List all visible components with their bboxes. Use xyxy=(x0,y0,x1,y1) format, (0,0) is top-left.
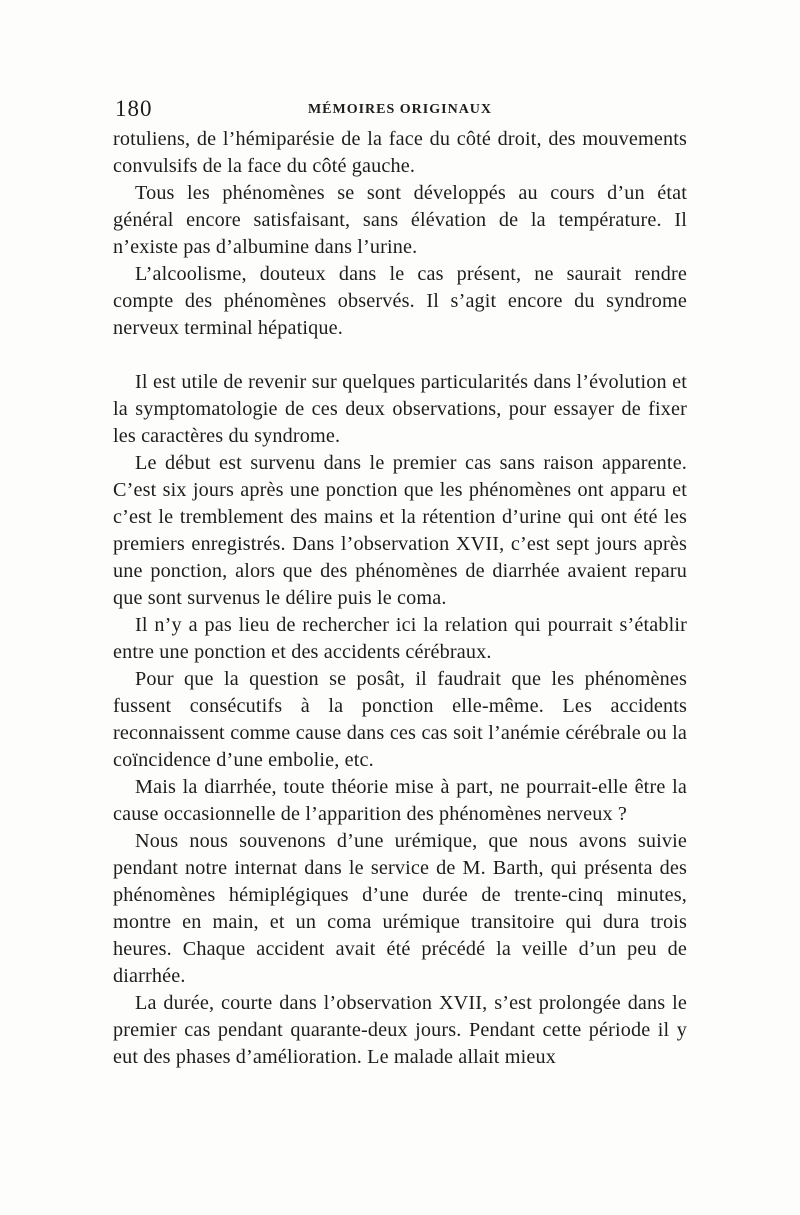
paragraph: Le début est survenu dans le premier cas sans raison apparente. C’est six jours après une ponction que les phénomènes ont apparu et c’est le tremblement des mains et la rétention d’urine qui ont été les premiers enregistrés. Dans l’observation XVII, c’est sept jours après une ponction, alors que des phénomènes de diarrhée avaient reparu que sont survenus le délire puis le coma. xyxy=(113,452,687,609)
paragraph: Il est utile de revenir sur quelques particularités dans l’évolution et la symptomatologie de ces deux observations, pour essayer de fixer les caractères du syndrome. xyxy=(113,371,687,447)
body-text xyxy=(113,126,687,1071)
paragraph: Il n’y a pas lieu de rechercher ici la relation qui pourrait s’établir entre une ponction et des accidents cérébraux. xyxy=(113,614,687,663)
paragraph: Nous nous souvenons d’une urémique, que nous avons suivie pendant notre internat dans le service de M. Barth, qui présenta des phénomènes hémiplégiques d’une durée de trente-cinq minutes, montre en main, et un coma urémique transitoire qui dura trois heures. Chaque accident avait été précédé la veille d’un peu de diarrhée. xyxy=(113,830,687,987)
paragraph: L’alcoolisme, douteux dans le cas présent, ne saurait rendre compte des phénomènes observés. Il s’agit encore du syndrome nerveux terminal hépatique. xyxy=(113,263,687,339)
running-title: MÉMOIRES ORIGINAUX xyxy=(307,102,493,117)
paragraph: Pour que la question se posât, il faudrait que les phénomènes fussent consécutifs à la ponction elle-même. Les accidents reconnaissent comme cause dans ces cas soit l’anémie cérébrale ou la coïncidence d’une embolie, etc. xyxy=(113,668,687,771)
paragraph: Mais la diarrhée, toute théorie mise à part, ne pourrait-elle être la cause occasionnelle de l’apparition des phénomènes nerveux ? xyxy=(113,776,687,825)
paragraph: Tous les phénomènes se sont développés au cours d’un état général encore satisfaisant, sans élévation de la température. Il n’existe pas d’albumine dans l’urine. xyxy=(113,182,687,258)
page-header xyxy=(115,96,685,126)
page-number: 180 xyxy=(115,96,153,121)
paragraph: La durée, courte dans l’observation XVII, s’est prolongée dans le premier cas pendant quarante-deux jours. Pendant cette période il y eut des phases d’amélioration. Le malade allait mieux xyxy=(113,992,687,1068)
paragraph-continuation: rotuliens, de l’hémiparésie de la face du côté droit, des mouvements convulsifs de la face du côté gauche. xyxy=(113,128,687,177)
